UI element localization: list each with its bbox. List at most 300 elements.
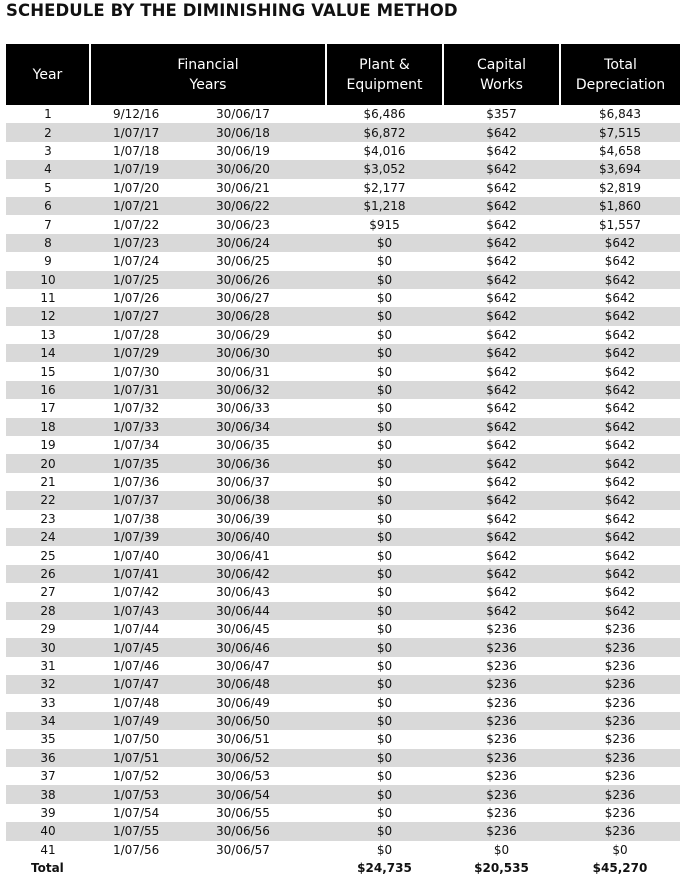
year-cell: 30 [6,638,90,656]
start-date-cell: 1/07/51 [90,749,202,767]
start-date-cell: 1/07/27 [90,307,202,325]
table-row [6,657,680,675]
plant-equipment-cell: $1,218 [326,197,443,215]
start-date-cell: 1/07/25 [90,271,202,289]
table-row [6,767,680,785]
start-date-cell: 1/07/29 [90,344,202,362]
capital-works-cell: $642 [486,254,517,269]
total-depreciation-cell: $642 [604,438,636,453]
capital-works-cell: $642 [486,438,517,453]
year-cell: 22 [6,491,90,509]
end-date-cell: 30/06/33 [216,401,270,416]
end-date-cell: 30/06/37 [216,475,270,489]
end-date-cell: 30/06/57 [216,842,270,857]
end-date-cell: 30/06/27 [216,291,270,306]
year-cell: 14 [6,344,90,362]
plant-equipment-cell: $0 [326,454,443,472]
total-capital-works: $20,535 [474,861,529,876]
year-cell: 21 [40,475,56,489]
table-row [6,179,680,197]
table-row [6,822,680,840]
total-depreciation-cell: $642 [604,548,636,563]
page-title: SCHEDULE BY THE DIMINISHING VALUE METHOD [6,1,458,20]
total-depreciation-cell: $236 [560,822,680,840]
table-row [6,123,680,141]
total-depreciation-cell: $4,658 [599,143,641,158]
table-row [6,694,680,712]
capital-works-cell: $642 [486,511,517,526]
plant-equipment-cell: $0 [326,822,443,840]
start-date-cell: 1/07/45 [90,638,202,656]
start-date-cell: 1/07/17 [90,123,202,141]
table-row [6,234,680,252]
end-date-cell: 30/06/56 [202,822,326,840]
capital-works-cell: $236 [443,749,560,767]
table-row [6,344,680,362]
start-date-cell: 1/07/31 [90,381,202,399]
plant-equipment-cell: $0 [376,585,393,600]
table-row [6,105,680,123]
capital-works-cell: $236 [486,695,517,710]
year-cell: 24 [6,528,90,546]
plant-equipment-cell: $0 [376,401,393,416]
total-depreciation-cell: $1,860 [560,197,680,215]
start-date-cell: 1/07/41 [90,565,202,583]
capital-works-cell: $642 [443,454,560,472]
capital-works-cell: $236 [486,769,517,784]
year-cell: 7 [44,217,52,232]
table-row [6,602,680,620]
total-depreciation-cell: $642 [560,491,680,509]
capital-works-cell: $642 [443,528,560,546]
start-date-cell: 1/07/50 [113,732,160,747]
table-row [6,252,680,270]
total-depreciation-cell: $642 [560,602,680,620]
start-date-cell: 1/07/38 [113,511,160,526]
depreciation-schedule-table [6,44,680,877]
year-cell: 10 [6,271,90,289]
year-cell: 17 [40,401,56,416]
capital-works-cell: $642 [486,585,517,600]
total-depreciation-cell: $642 [560,528,680,546]
end-date-cell: 30/06/32 [202,381,326,399]
end-date-cell: 30/06/28 [202,307,326,325]
end-date-cell: 30/06/42 [202,565,326,583]
start-date-cell: 1/07/46 [113,658,160,673]
year-cell: 33 [40,695,56,710]
capital-works-cell: $642 [443,197,560,215]
table-row [6,215,680,233]
plant-equipment-cell: $0 [376,291,393,306]
total-depreciation-cell: $236 [604,769,636,784]
year-cell: 37 [40,769,56,784]
table-row [6,289,680,307]
total-depreciation-cell: $642 [604,511,636,526]
total-depreciation-cell: $236 [560,638,680,656]
start-date-cell: 1/07/36 [113,475,160,489]
total-depreciation-cell: $236 [560,712,680,730]
total-depreciation-cell: $642 [560,271,680,289]
end-date-cell: 30/06/50 [202,712,326,730]
table-row [6,510,680,528]
capital-works-cell: $236 [443,712,560,730]
year-cell: 32 [6,675,90,693]
end-date-cell: 30/06/24 [202,234,326,252]
capital-works-cell: $642 [443,381,560,399]
year-cell: 38 [6,785,90,803]
start-date-cell: 1/07/44 [113,622,160,637]
plant-equipment-cell: $6,872 [326,123,443,141]
capital-works-cell: $642 [486,217,517,232]
table-body [6,105,680,859]
plant-equipment-cell: $2,177 [363,180,406,195]
capital-works-cell: $642 [486,401,517,416]
year-cell: 18 [6,418,90,436]
end-date-cell: 30/06/35 [216,438,270,453]
total-depreciation-cell: $642 [604,585,636,600]
end-date-cell: 30/06/36 [202,454,326,472]
end-date-cell: 30/06/55 [216,806,270,821]
table-row [6,418,680,436]
year-cell: 23 [40,511,56,526]
end-date-cell: 30/06/46 [202,638,326,656]
start-date-cell: 9/12/16 [113,107,160,122]
total-depreciation-cell: $642 [604,364,636,379]
table-row [6,326,680,344]
table-row [6,454,680,472]
plant-equipment-cell: $0 [326,749,443,767]
start-date-cell: 1/07/19 [90,160,202,178]
capital-works-cell: $642 [443,234,560,252]
header-financial-years: Financial Years [90,44,326,105]
capital-works-cell: $236 [443,638,560,656]
total-depreciation-cell: $7,515 [560,123,680,141]
year-cell: 8 [6,234,90,252]
start-date-cell: 1/07/18 [113,143,160,158]
end-date-cell: 30/06/34 [202,418,326,436]
plant-equipment-cell: $0 [326,528,443,546]
capital-works-cell: $642 [443,123,560,141]
year-cell: 4 [6,160,90,178]
capital-works-cell: $236 [443,785,560,803]
total-depreciation-cell: $642 [560,454,680,472]
end-date-cell: 30/06/23 [216,217,270,232]
start-date-cell: 1/07/39 [90,528,202,546]
year-cell: 40 [6,822,90,840]
table-header-row [6,44,680,105]
plant-equipment-cell: $0 [326,234,443,252]
capital-works-cell: $642 [443,418,560,436]
year-cell: 13 [40,327,56,342]
total-depreciation-cell: $236 [604,622,636,637]
total-depreciation-cell: $236 [604,658,636,673]
table-row [6,381,680,399]
end-date-cell: 30/06/21 [216,180,270,195]
capital-works-cell: $642 [443,344,560,362]
total-depreciation-cell: $2,819 [599,180,641,195]
plant-equipment-cell: $0 [326,381,443,399]
end-date-cell: 30/06/43 [216,585,270,600]
total-depreciation-cell: $642 [560,234,680,252]
end-date-cell: 30/06/48 [202,675,326,693]
year-cell: 6 [6,197,90,215]
start-date-cell: 1/07/53 [90,785,202,803]
capital-works-cell: $642 [486,364,517,379]
end-date-cell: 30/06/40 [202,528,326,546]
year-cell: 29 [40,622,56,637]
start-date-cell: 1/07/24 [113,254,160,269]
year-cell: 1 [44,107,52,122]
capital-works-cell: $642 [443,565,560,583]
total-depreciation-cell: $1,557 [599,217,641,232]
plant-equipment-cell: $0 [376,806,393,821]
plant-equipment-cell: $0 [326,491,443,509]
total-depreciation-cell: $6,843 [599,107,641,122]
start-date-cell: 1/07/37 [90,491,202,509]
year-cell: 11 [40,291,56,306]
end-date-cell: 30/06/19 [216,143,270,158]
table-row [6,841,680,859]
plant-equipment-cell: $915 [369,217,400,232]
start-date-cell: 1/07/22 [113,217,160,232]
start-date-cell: 1/07/43 [90,602,202,620]
table-row [6,546,680,564]
plant-equipment-cell: $0 [376,364,393,379]
end-date-cell: 30/06/53 [216,769,270,784]
start-date-cell: 1/07/40 [113,548,160,563]
end-date-cell: 30/06/45 [216,622,270,637]
plant-equipment-cell: $0 [326,638,443,656]
end-date-cell: 30/06/18 [202,123,326,141]
end-date-cell: 30/06/31 [216,364,270,379]
year-cell: 15 [40,364,56,379]
header-total-depreciation: Total Depreciation [560,44,680,105]
year-cell: 26 [6,565,90,583]
year-cell: 5 [44,180,52,195]
plant-equipment-cell: $0 [376,732,393,747]
table-row [6,491,680,509]
start-date-cell: 1/07/54 [113,806,160,821]
plant-equipment-cell: $0 [326,344,443,362]
year-cell: 16 [6,381,90,399]
capital-works-cell: $642 [443,602,560,620]
plant-equipment-cell: $0 [376,769,393,784]
start-date-cell: 1/07/20 [113,180,160,195]
table-row [6,142,680,160]
plant-equipment-cell: $0 [326,271,443,289]
plant-equipment-cell: $0 [326,418,443,436]
end-date-cell: 30/06/29 [216,327,270,342]
start-date-cell: 1/07/26 [113,291,160,306]
end-date-cell: 30/06/49 [216,695,270,710]
plant-equipment-cell: $0 [376,254,393,269]
start-date-cell: 1/07/28 [113,327,160,342]
end-date-cell: 30/06/22 [202,197,326,215]
total-depreciation-cell: $642 [604,254,636,269]
end-date-cell: 30/06/38 [202,491,326,509]
plant-equipment-cell: $0 [376,695,393,710]
plant-equipment-cell: $6,486 [363,107,406,122]
total-depreciation-cell: $0 [612,842,628,857]
year-cell: 3 [44,143,52,158]
table-row [6,638,680,656]
capital-works-cell: $642 [443,271,560,289]
end-date-cell: 30/06/52 [202,749,326,767]
end-date-cell: 30/06/47 [216,658,270,673]
year-cell: 41 [40,842,56,857]
total-depreciation-cell: $642 [560,307,680,325]
table-row [6,620,680,638]
capital-works-cell: $236 [486,732,517,747]
capital-works-cell: $642 [443,491,560,509]
start-date-cell: 1/07/56 [113,842,160,857]
total-depreciation-cell: $642 [604,327,636,342]
end-date-cell: 30/06/44 [202,602,326,620]
capital-works-cell: $236 [486,806,517,821]
table-row [6,473,680,491]
capital-works-cell: $236 [443,675,560,693]
capital-works-cell: $236 [486,658,517,673]
year-cell: 12 [6,307,90,325]
year-cell: 39 [40,806,56,821]
total-depreciation-cell: $642 [560,565,680,583]
total-depreciation-cell: $642 [560,344,680,362]
table-row [6,749,680,767]
start-date-cell: 1/07/23 [90,234,202,252]
table-row [6,583,680,601]
plant-equipment-cell: $0 [326,307,443,325]
year-cell: 20 [6,454,90,472]
table-row [6,730,680,748]
table-row [6,307,680,325]
end-date-cell: 30/06/25 [216,254,270,269]
total-depreciation-cell: $236 [560,785,680,803]
year-cell: 27 [40,585,56,600]
start-date-cell: 1/07/32 [113,401,160,416]
table-row [6,785,680,803]
start-date-cell: 1/07/42 [113,585,160,600]
total-depreciation-cell: $236 [560,675,680,693]
table-row [6,271,680,289]
end-date-cell: 30/06/41 [216,548,270,563]
start-date-cell: 1/07/55 [90,822,202,840]
header-year: Year [6,44,90,105]
table-row [6,436,680,454]
table-row [6,197,680,215]
start-date-cell: 1/07/49 [90,712,202,730]
start-date-cell: 1/07/33 [90,418,202,436]
plant-equipment-cell: $0 [326,712,443,730]
plant-equipment-cell: $0 [376,438,393,453]
year-cell: 36 [6,749,90,767]
header-capital-works: Capital Works [443,44,560,105]
plant-equipment-cell: $0 [376,475,393,489]
total-depreciation-cell: $642 [604,401,636,416]
start-date-cell: 1/07/52 [113,769,160,784]
end-date-cell: 30/06/39 [216,511,270,526]
table-row [6,362,680,380]
end-date-cell: 30/06/17 [216,107,270,122]
totals-row [6,859,680,877]
start-date-cell: 1/07/21 [90,197,202,215]
plant-equipment-cell: $0 [326,785,443,803]
capital-works-cell: $642 [486,291,517,306]
end-date-cell: 30/06/26 [202,271,326,289]
end-date-cell: 30/06/30 [202,344,326,362]
plant-equipment-cell: $0 [376,548,393,563]
total-depreciation-cell: $236 [560,749,680,767]
plant-equipment-cell: $0 [326,675,443,693]
year-cell: 2 [6,123,90,141]
capital-works-cell: $642 [486,475,517,489]
year-cell: 9 [44,254,52,269]
end-date-cell: 30/06/20 [202,160,326,178]
capital-works-cell: $236 [443,822,560,840]
table-row [6,712,680,730]
plant-equipment-cell: $0 [376,658,393,673]
total-depreciation-cell: $236 [604,732,636,747]
plant-equipment-cell: $0 [376,622,393,637]
header-plant-equipment: Plant & Equipment [326,44,443,105]
total-depreciation-cell: $236 [604,806,636,821]
end-date-cell: 30/06/54 [202,785,326,803]
total-depreciation-cell: $3,694 [560,160,680,178]
capital-works-cell: $642 [443,307,560,325]
start-date-cell: 1/07/35 [90,454,202,472]
end-date-cell: 30/06/51 [216,732,270,747]
plant-equipment-cell: $0 [376,511,393,526]
plant-equipment-cell: $0 [326,565,443,583]
year-cell: 35 [40,732,56,747]
capital-works-cell: $236 [486,622,517,637]
table-row [6,565,680,583]
total-depreciation-cell: $642 [604,475,636,489]
capital-works-cell: $642 [486,180,517,195]
total-depreciation-cell: $642 [560,418,680,436]
year-cell: 31 [40,658,56,673]
year-cell: 34 [6,712,90,730]
table-row [6,528,680,546]
total-spacer-start [90,859,202,877]
total-depreciation-cell: $236 [604,695,636,710]
table-row [6,160,680,178]
total-depreciation: $45,270 [592,861,648,876]
total-spacer-end [202,859,326,877]
year-cell: 28 [6,602,90,620]
plant-equipment-cell: $0 [376,327,393,342]
start-date-cell: 1/07/30 [113,364,160,379]
plant-equipment-cell: $4,016 [363,143,406,158]
year-cell: 25 [40,548,56,563]
total-depreciation-cell: $642 [604,291,636,306]
table-row [6,399,680,417]
total-plant-equipment: $24,735 [357,861,412,876]
table-row [6,675,680,693]
table-row [6,804,680,822]
capital-works-cell: $642 [443,160,560,178]
year-cell: 19 [40,438,56,453]
total-label: Total [31,861,64,876]
start-date-cell: 1/07/34 [113,438,160,453]
start-date-cell: 1/07/47 [90,675,202,693]
capital-works-cell: $0 [493,842,510,857]
start-date-cell: 1/07/48 [113,695,160,710]
capital-works-cell: $642 [486,327,517,342]
capital-works-cell: $642 [486,548,517,563]
plant-equipment-cell: $3,052 [326,160,443,178]
capital-works-cell: $642 [486,143,517,158]
capital-works-cell: $357 [486,107,517,122]
